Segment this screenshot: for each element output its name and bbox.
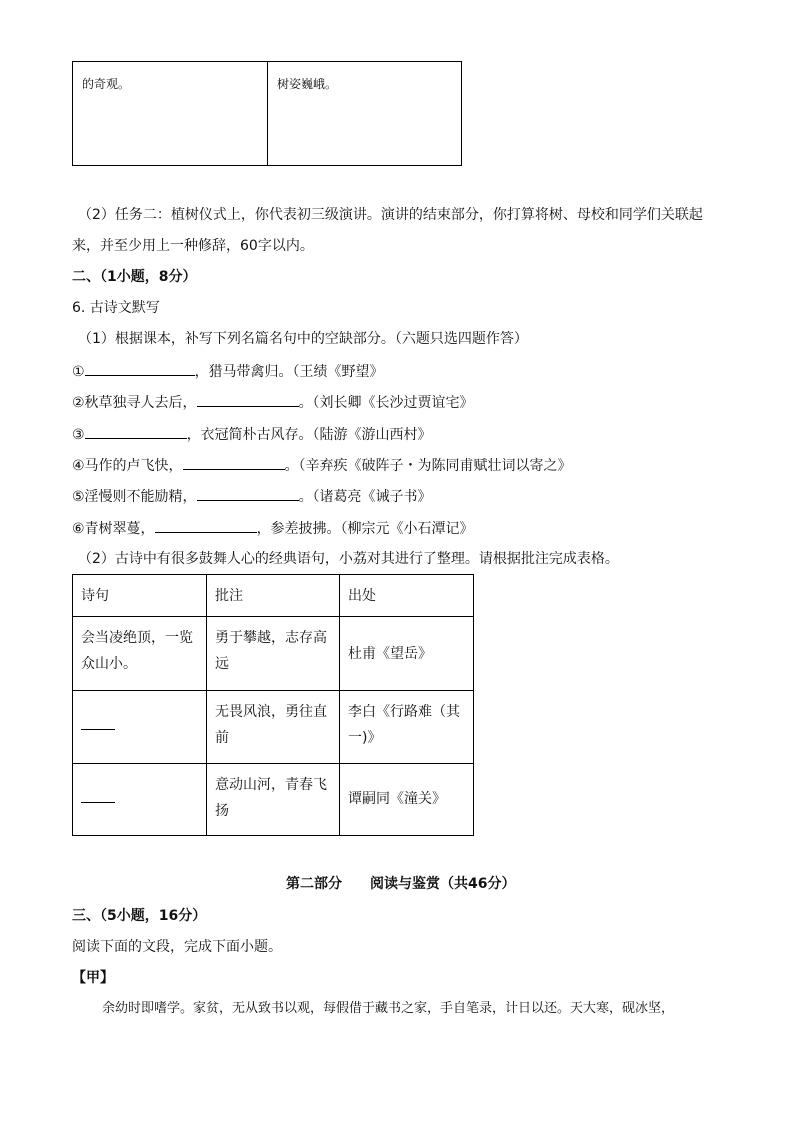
top-table-cell-right bbox=[268, 62, 461, 165]
row1-line: 会当凌绝顶，一览众山小。 bbox=[81, 630, 193, 672]
answer-blank-2[interactable] bbox=[197, 392, 299, 407]
row2-source: 李白《行路难（其一)》 bbox=[348, 704, 460, 746]
reading-instruction: 阅读下面的文段，完成下面小题。 bbox=[72, 939, 282, 955]
top-table-cell-left bbox=[73, 62, 268, 165]
passage-text: 余幼时即嗜学。家贫，无从致书以观，每假借于藏书之家，手自笔录，计日以还。天大寒，砚冰坚， bbox=[102, 1001, 675, 1016]
q6-item-1-prefix: ① bbox=[72, 364, 85, 380]
row1-source: 杜甫《望岳》 bbox=[348, 646, 432, 662]
row3-note: 意动山河，青春飞扬 bbox=[215, 777, 327, 819]
q6-sub1: （1）根据课本，补写下列名篇名句中的空缺部分。（六题只选四题作答） bbox=[78, 331, 528, 347]
q6-item-3 bbox=[72, 424, 432, 445]
q6-item-1 bbox=[72, 361, 384, 382]
answer-blank-4[interactable] bbox=[183, 455, 285, 470]
poem-table bbox=[72, 574, 474, 836]
row3-line-blank[interactable] bbox=[81, 786, 115, 812]
answer-blank-5[interactable] bbox=[197, 486, 299, 501]
table-row bbox=[73, 617, 473, 691]
table-row bbox=[73, 691, 473, 764]
answer-blank-1[interactable] bbox=[85, 361, 195, 376]
q6-item-4-prefix: ④马作的卢飞快， bbox=[72, 458, 183, 474]
row1-note: 勇于攀越，志存高远 bbox=[215, 630, 327, 672]
q6-item-5-prefix: ⑤淫慢则不能励精， bbox=[72, 489, 197, 505]
header-note: 批注 bbox=[215, 588, 243, 604]
answer-blank-3[interactable] bbox=[85, 424, 187, 439]
header-source: 出处 bbox=[348, 588, 376, 604]
answer-blank-6[interactable] bbox=[155, 518, 257, 533]
header-line: 诗句 bbox=[81, 588, 109, 604]
table-row bbox=[73, 764, 473, 836]
q6-item-5-rest: 。（诸葛亮《诫子书》 bbox=[298, 489, 432, 505]
column-divider bbox=[206, 575, 207, 835]
q6-item-2-prefix: ②秋草独寻人去后， bbox=[72, 395, 197, 411]
q6-item-2 bbox=[72, 392, 474, 413]
column-divider bbox=[339, 575, 340, 835]
task2-line1: （2）任务二：植树仪式上，你代表初三级演讲。演讲的结束部分，你打算将树、母校和同学们关联起 bbox=[78, 207, 703, 223]
section2-heading: 二、（1小题，8分） bbox=[72, 269, 197, 285]
q6-item-2-rest: 。（刘长卿《长沙过贾谊宅》 bbox=[298, 395, 474, 411]
q6-item-4-rest: 。（辛弃疾《破阵子・为陈同甫赋壮词以寄之》 bbox=[284, 458, 572, 474]
q6-title: 6. 古诗文默写 bbox=[72, 300, 160, 316]
q6-item-6 bbox=[72, 518, 474, 539]
task2-line2: 来，并至少用上一种修辞，60字以内。 bbox=[72, 238, 314, 254]
q6-item-3-rest: ，衣冠简朴古风存。（陆游《游山西村》 bbox=[186, 427, 432, 443]
q6-item-4 bbox=[72, 455, 572, 476]
top-table-cell-left-text: 的奇观。 bbox=[82, 77, 131, 91]
poem-table-header-row bbox=[73, 575, 473, 617]
passage-label-jia: 【甲】 bbox=[72, 970, 114, 986]
q6-item-6-rest: ，参差披拂。（柳宗元《小石潭记》 bbox=[256, 521, 474, 537]
row3-source: 谭嗣同《潼关》 bbox=[348, 791, 446, 807]
q6-item-3-prefix: ③ bbox=[72, 427, 85, 443]
row2-line-blank[interactable] bbox=[81, 713, 115, 739]
q6-sub2: （2）古诗中有很多鼓舞人心的经典语句，小荔对其进行了整理。请根据批注完成表格。 bbox=[78, 551, 619, 567]
q6-item-5 bbox=[72, 486, 432, 507]
top-table-cell-right-text: 树姿巍峨。 bbox=[277, 77, 338, 91]
top-table bbox=[72, 61, 462, 166]
row2-note: 无畏风浪，勇往直前 bbox=[215, 704, 327, 746]
part2-title: 第二部分 阅读与鉴赏（共46分） bbox=[286, 876, 516, 892]
q6-item-6-prefix: ⑥青树翠蔓， bbox=[72, 521, 155, 537]
section3-heading: 三、（5小题，16分） bbox=[72, 908, 207, 924]
q6-item-1-rest: ，猎马带禽归。（王绩《野望》 bbox=[194, 364, 384, 380]
